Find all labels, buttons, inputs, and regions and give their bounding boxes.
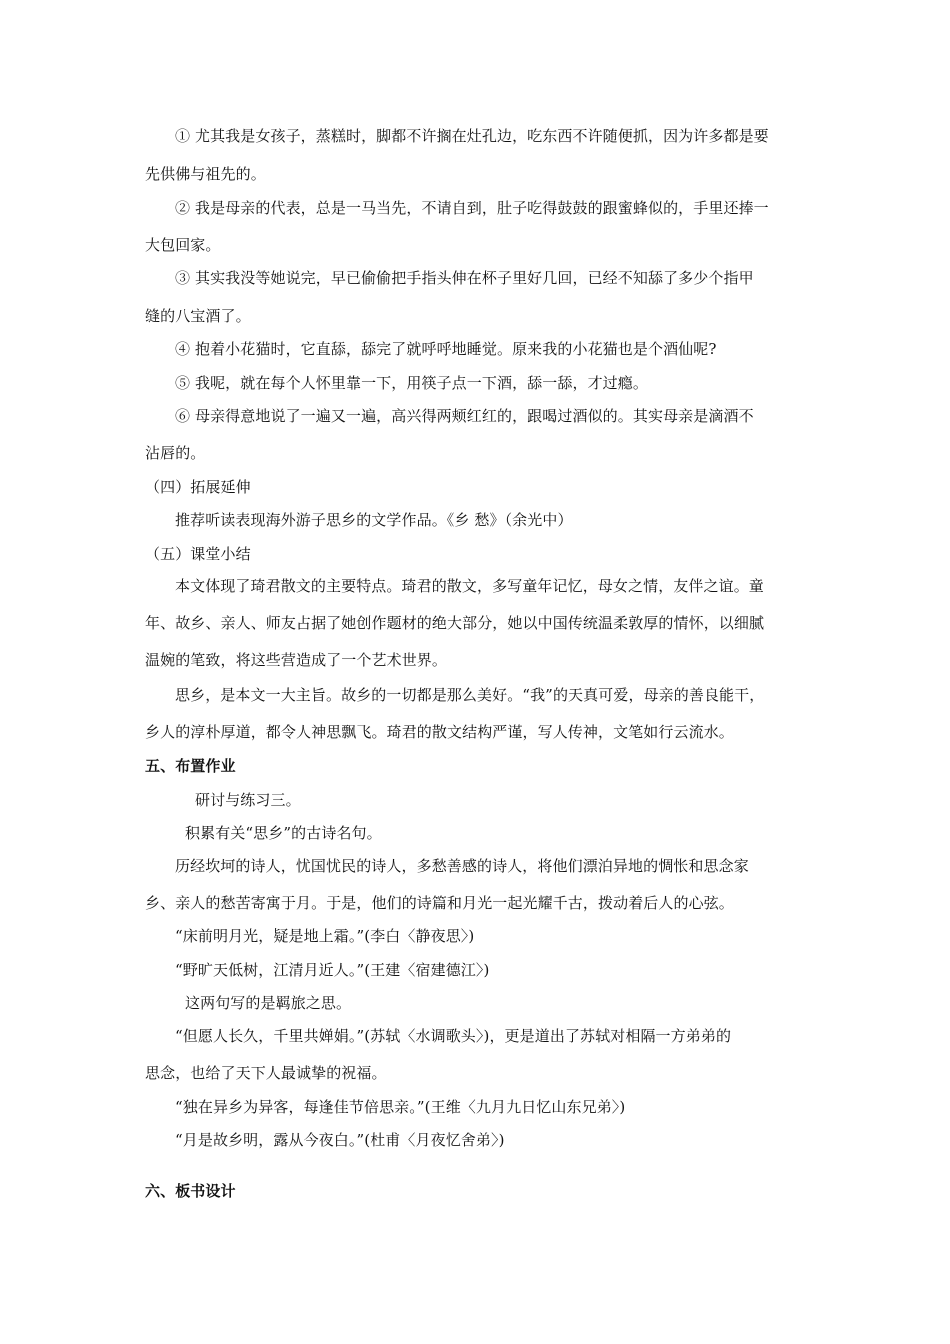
text-line: 积累有关“思乡”的古诗名句。 [185, 824, 382, 842]
text-line: 历经坎坷的诗人，忧国忧民的诗人，多愁善感的诗人，将他们漂泊异地的惆怅和思念家 [175, 857, 749, 875]
text-line: 先供佛与祖先的。 [145, 165, 266, 183]
text-line: “月是故乡明，露从今夜白。”(杜甫〈月夜忆舍弟〉) [175, 1131, 505, 1149]
text-line: 年、故乡、亲人、师友占据了她创作题材的绝大部分，她以中国传统温柔敦厚的情怀，以细腻 [145, 614, 765, 632]
text-line: ③ 其实我没等她说完，早已偷偷把手指头伸在杯子里好几回，已经不知舔了多少个指甲 [175, 269, 754, 287]
text-line: 研讨与练习三。 [195, 791, 301, 809]
text-line: ② 我是母亲的代表，总是一马当先，不请自到，肚子吃得鼓鼓的跟蜜蜂似的，手里还捧一 [175, 199, 769, 217]
section-heading: 五、布置作业 [145, 757, 236, 775]
text-line: ① 尤其我是女孩子，蒸糕时，脚都不许搁在灶孔边，吃东西不许随便抓，因为许多都是要 [175, 127, 769, 145]
text-line: 本文体现了琦君散文的主要特点。琦君的散文，多写童年记忆，母女之情，友伴之谊。童 [175, 577, 764, 595]
text-line: 乡人的淳朴厚道，都令人神思飘飞。琦君的散文结构严谨，写人传神，文笔如行云流水。 [145, 723, 734, 741]
text-line: 思念，也给了天下人最诚挚的祝福。 [145, 1064, 387, 1082]
text-line: 这两句写的是羁旅之思。 [185, 994, 352, 1012]
text-line: ④ 抱着小花猫时，它直舔，舔完了就呼呼地睡觉。原来我的小花猫也是个酒仙呢? [175, 340, 717, 358]
text-line: 温婉的笔致，将这些营造成了一个艺术世界。 [145, 651, 448, 669]
section-heading: （五）课堂小结 [145, 545, 251, 563]
text-line: “但愿人长久，千里共婵娟。”(苏轼〈水调歌头〉)，更是道出了苏轼对相隔一方弟弟的 [175, 1027, 732, 1045]
text-line: 思乡，是本文一大主旨。故乡的一切都是那么美好。“我”的天真可爱，母亲的善良能干， [175, 686, 765, 704]
text-line: “独在异乡为异客，每逢佳节倍思亲。”(王维〈九月九日忆山东兄弟〉) [175, 1098, 626, 1116]
text-line: ⑥ 母亲得意地说了一遍又一遍，高兴得两颊红红的，跟喝过酒似的。其实母亲是滴酒不 [175, 407, 754, 425]
text-line: “野旷天低树，江清月近人。”(王建〈宿建德江〉) [175, 961, 490, 979]
text-line: 乡、亲人的愁苦寄寓于月。于是，他们的诗篇和月光一起光耀千古，拨动着后人的心弦。 [145, 894, 734, 912]
section-heading: 六、板书设计 [145, 1182, 236, 1200]
text-line: 推荐听读表现海外游子思乡的文学作品。《乡 愁》（余光中） [175, 511, 573, 529]
section-heading: （四）拓展延伸 [145, 478, 251, 496]
text-line: “床前明月光，疑是地上霜。”(李白〈静夜思〉) [175, 927, 475, 945]
text-line: 大包回家。 [145, 236, 221, 254]
text-line: ⑤ 我呢，就在每个人怀里靠一下，用筷子点一下酒，舔一舔，才过瘾。 [175, 374, 648, 392]
text-line: 缝的八宝酒了。 [145, 307, 251, 325]
text-line: 沾唇的。 [145, 444, 206, 462]
